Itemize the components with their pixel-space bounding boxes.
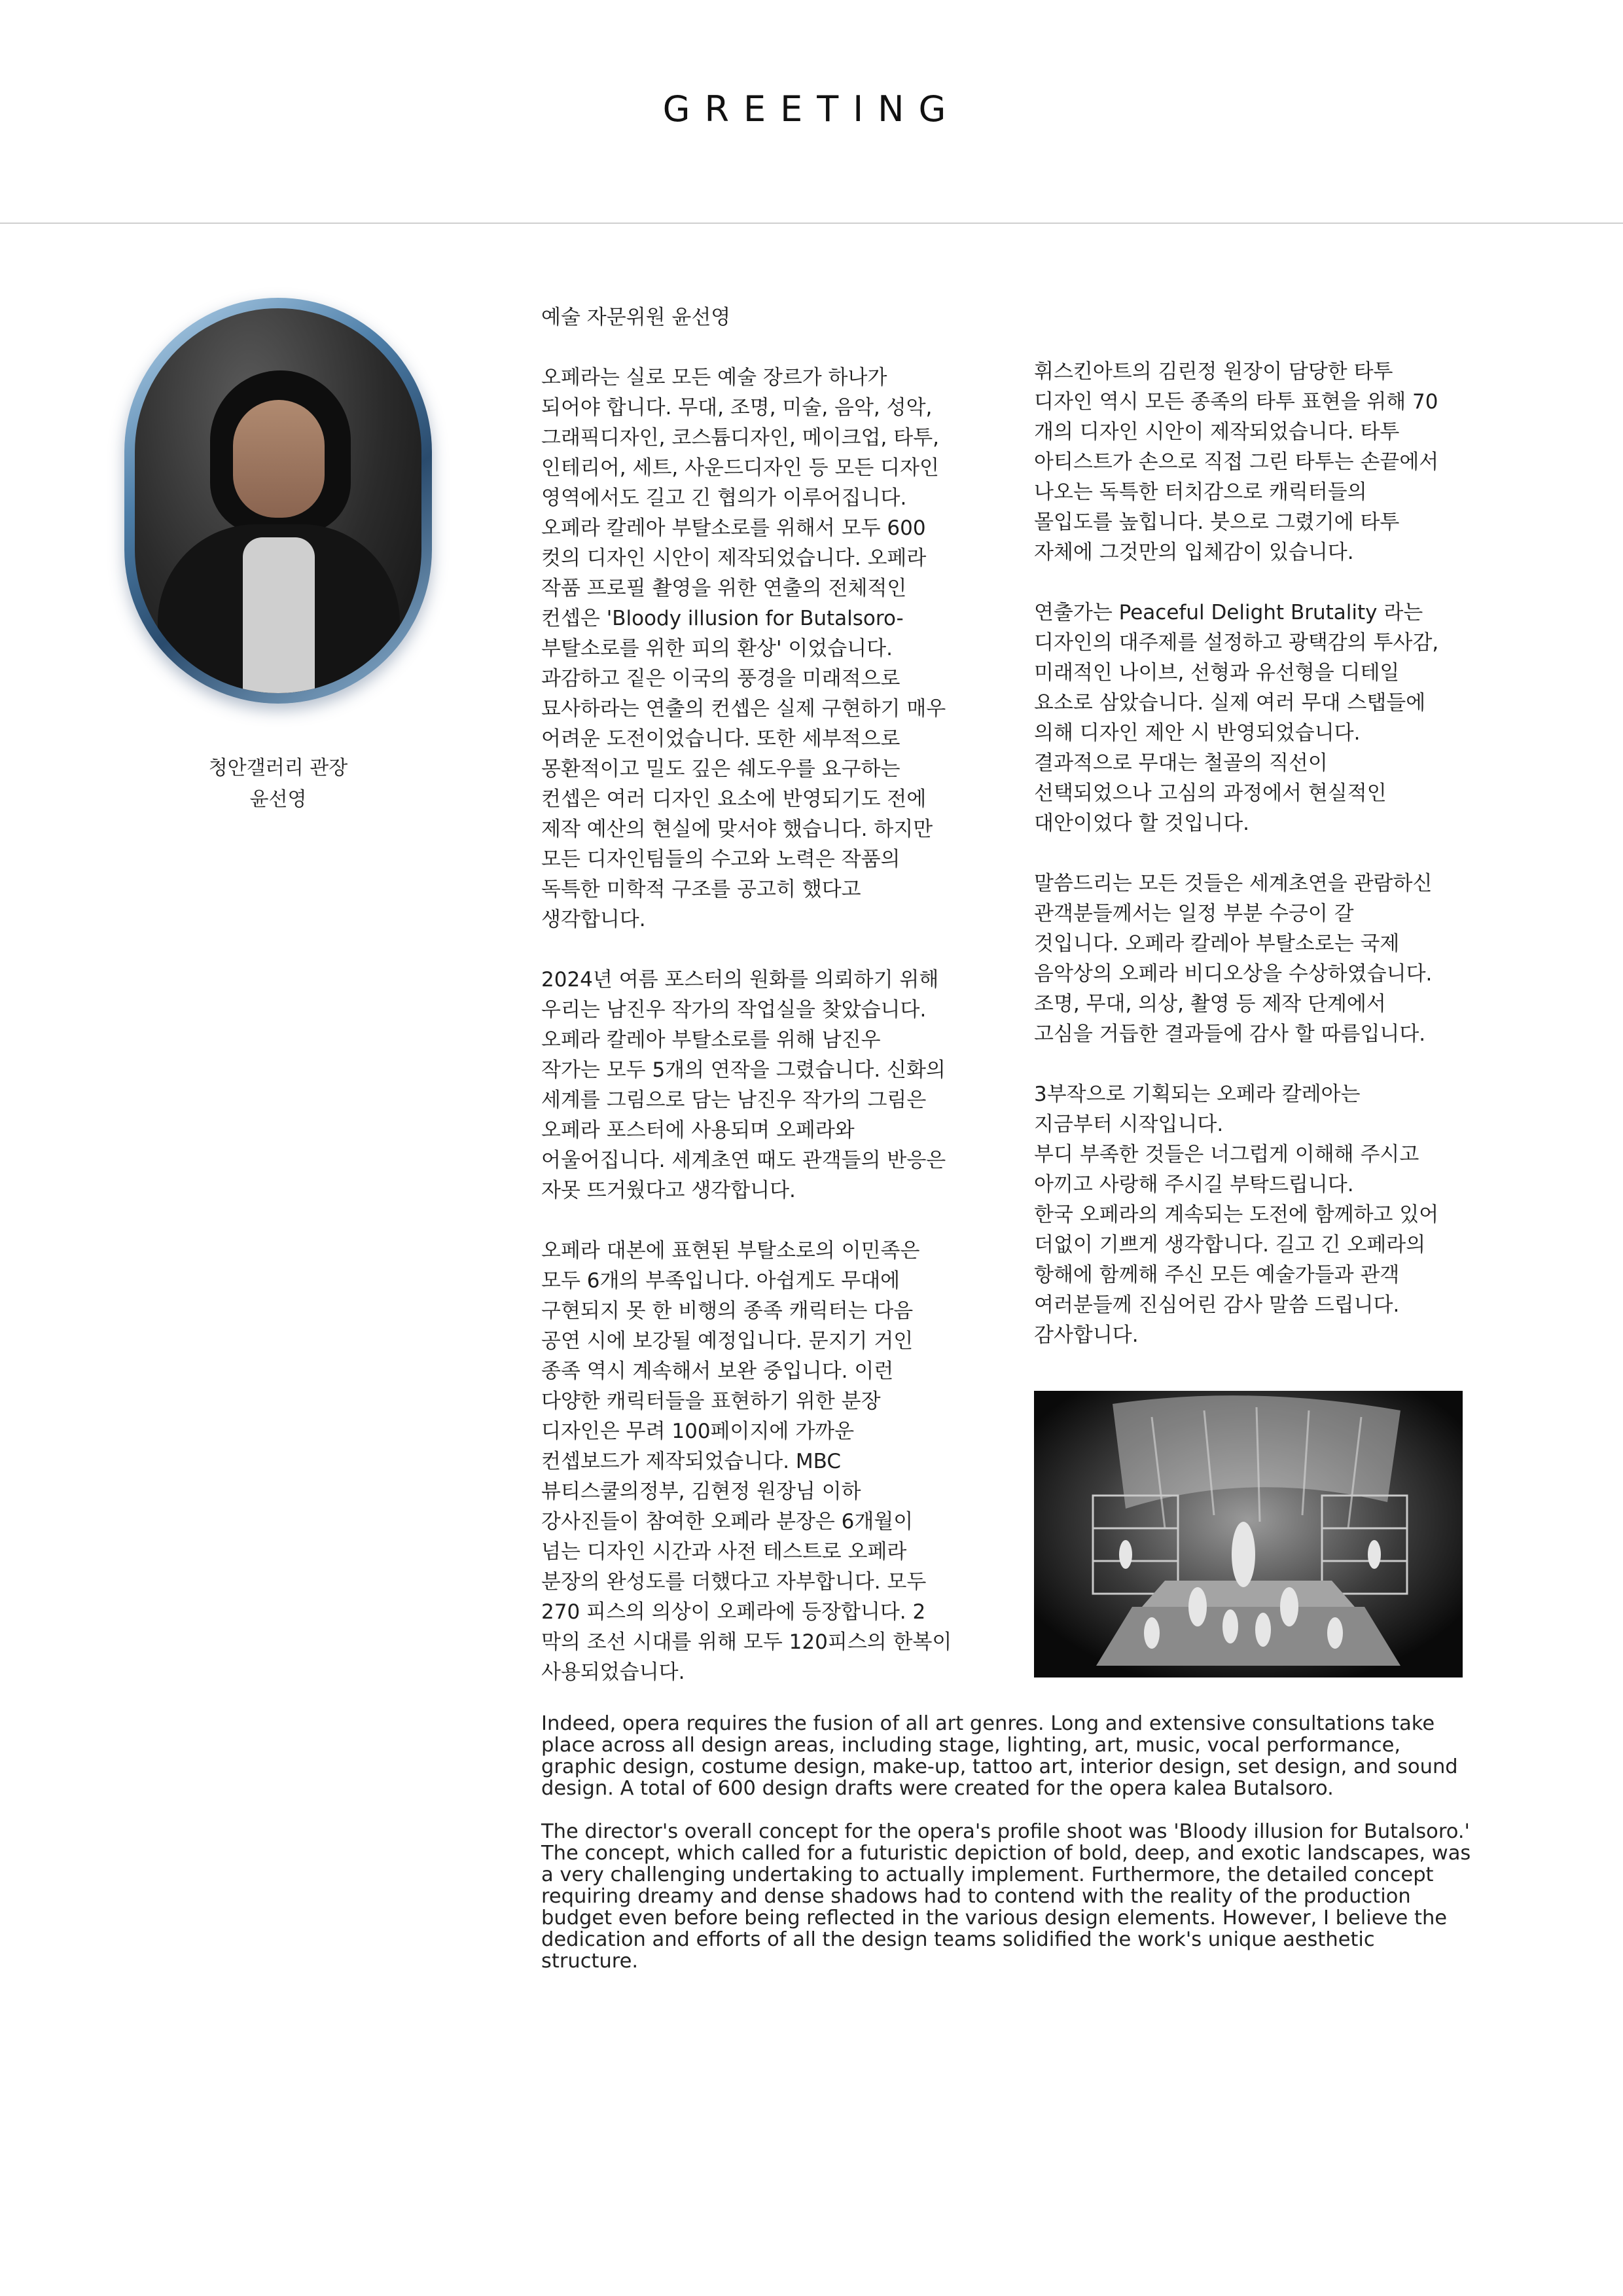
- english-paragraph: The director's overall concept for the opera's profile shoot was 'Bloody illusion for Butalsoro.' The concept, which called for a futuristic depiction of bold, deep, and exotic landscapes, was a very challenging undertaking to actually implement. Furthermore, the detailed concept requiring dreamy and dense shadows had to contend with the reality of the production budget even before being reflected in the various design elements. However, I believe the dedication and efforts of all the design teams solidified the work's unique aesthetic structure.: [541, 1820, 1471, 1973]
- stage-photo-illustration: [1034, 1391, 1463, 1677]
- header-divider: [0, 223, 1623, 224]
- portrait-frame: [124, 298, 432, 704]
- portrait-photo: [135, 308, 421, 693]
- page-title: GREETING: [662, 88, 961, 130]
- korean-paragraph: 연출가는 Peaceful Delight Brutality 라는 디자인의 대주제를 설정하고 광택감의 투사감, 미래적인 나이브, 선형과 유선형을 디테일 요소로 삼았습니다. 실제 여러 무대 스탭들에 의해 디자인 제안 시 반영되었습니다. 결과적으로 무대는 철골의 직선이 선택되었으나 고심의 과정에서 현실적인 대안이었다 할 것입니다.: [1034, 601, 1439, 835]
- stage-photo: [1034, 1391, 1463, 1677]
- korean-paragraph: 3부작으로 기획되는 오페라 칼레아는 지금부터 시작입니다. 부디 부족한 것들은 너그럽게 이해해 주시고 아끼고 사랑해 주시길 부탁드립니다. 한국 오페라의 계속되는 도전에 함께하고 있어 더없이 기쁘게 생각합니다. 길고 긴 오페라의 항해에 함께해 주신 모든 예술가들과 관객 여러분들께 진심어린 감사 말씀 드립니다. 감사합니다.: [1034, 1083, 1439, 1347]
- portrait-caption: [124, 753, 432, 816]
- caption-name: 윤선영: [249, 788, 307, 811]
- portrait-face: [233, 400, 325, 518]
- korean-paragraph: 오페라는 실로 모든 예술 장르가 하나가 되어야 합니다. 무대, 조명, 미술, 음악, 성악, 그래픽디자인, 코스튬디자인, 메이크업, 타투, 인테리어, 세트, 사운드디자인 등 모든 디자인 영역에서도 길고 긴 협의가 이루어집니다. 오페라 칼레아 부탈소로를 위해서 모두 600 컷의 디자인 시안이 제작되었습니다. 오페라 작품 프로필 촬영을 위한 연출의 전체적인 컨셉은 'Bloody illusion for Butalsoro- 부탈소로를 위한 피의 환상' 이었습니다. 과감하고 짙은 이국의 풍경을 미래적으로 묘사하라는 연출의 컨셉은 실제 구현하기 매우 어려운 도전이었습니다. 또한 세부적으로 몽환적이고 밀도 깊은 쉐도우를 요구하는 컨셉은 여러 디자인 요소에 반영되기도 전에 제작 예산의 현실에 맞서야 했습니다. 하지만 모든 디자인팀들의 수고와 노력은 작품의 독특한 미학적 구조를 공고히 했다고 생각합니다.: [541, 366, 946, 931]
- english-paragraph: Indeed, opera requires the fusion of all art genres. Long and extensive consultations take place across all design areas, including stage, lighting, art, music, vocal performance, graphic design, costume design, make-up, tattoo art, interior design, set design, and sound design. A total of 600 design drafts were created for the opera kalea Butalsoro.: [541, 1712, 1458, 1800]
- korean-heading: 예술 자문위원 윤선영: [541, 306, 731, 329]
- portrait-shirt: [243, 537, 315, 693]
- korean-paragraph: 2024년 여름 포스터의 원화를 의뢰하기 위해 우리는 남진우 작가의 작업실을 찾았습니다. 오페라 칼레아 부탈소로를 위해 남진우 작가는 모두 5개의 연작을 그렸습니다. 신화의 세계를 그림으로 담는 남진우 작가의 그림은 오페라 포스터에 사용되며 오페라와 어울어집니다. 세계초연 때도 관객들의 반응은 자못 뜨거웠다고 생각합니다.: [541, 968, 946, 1202]
- korean-column-right: [1034, 357, 1479, 1380]
- korean-column-left: [541, 302, 986, 1717]
- korean-paragraph: 오페라 대본에 표현된 부탈소로의 이민족은 모두 6개의 부족입니다. 아쉽게도 무대에 구현되지 못 한 비행의 종족 캐릭터는 다음 공연 시에 보강될 예정입니다. 문지기 거인 종족 역시 계속해서 보완 중입니다. 이런 다양한 캐릭터들을 표현하기 위한 분장 디자인은 무려 100페이지에 가까운 컨셉보드가 제작되었습니다. MBC 뷰티스쿨의정부, 김현정 원장님 이하 강사진들이 참여한 오페라 분장은 6개월이 넘는 디자인 시간과 사전 테스트로 오페라 분장의 완성도를 더했다고 자부합니다. 모두 270 피스의 의상이 오페라에 등장합니다. 2 막의 조선 시대를 위해 모두 120피스의 한복이 사용되었습니다.: [541, 1239, 952, 1684]
- caption-title: 청안갤러리 관장: [208, 757, 348, 780]
- english-text-block: [541, 1713, 1477, 1994]
- korean-paragraph: 휘스킨아트의 김린정 원장이 담당한 타투 디자인 역시 모든 종족의 타투 표현을 위해 70 개의 디자인 시안이 제작되었습니다. 타투 아티스트가 손으로 직접 그린 타투는 손끝에서 나오는 독특한 터치감으로 캐릭터들의 몰입도를 높힙니다. 붓으로 그렸기에 타투 자체에 그것만의 입체감이 있습니다.: [1034, 360, 1439, 564]
- korean-paragraph: 말씀드리는 모든 것들은 세계초연을 관람하신 관객분들께서는 일정 부분 수긍이 갈 것입니다. 오페라 칼레아 부탈소로는 국제 음악상의 오페라 비디오상을 수상하였습니다. 조명, 무대, 의상, 촬영 등 제작 단계에서 고심을 거듭한 결과들에 감사 할 따름입니다.: [1034, 872, 1433, 1046]
